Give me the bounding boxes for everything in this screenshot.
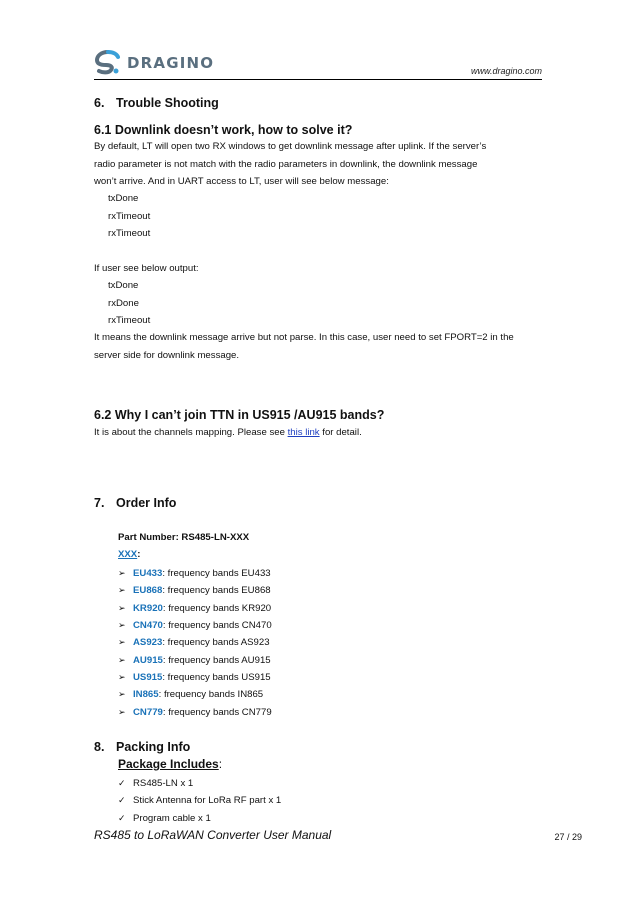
message-line: rxTimeout bbox=[108, 228, 151, 239]
paragraph-line: server side for downlink message. bbox=[94, 349, 240, 361]
section-6-2-text bbox=[94, 424, 362, 442]
message-line: rxTimeout bbox=[108, 210, 151, 222]
package-item: Stick Antenna for LoRa RF part x 1 bbox=[133, 795, 282, 807]
section-6-2-title: 6.2 Why I can’t join TTN in US915 /AU915 bands? bbox=[94, 408, 385, 422]
band-desc: : frequency bands IN865 bbox=[158, 689, 264, 701]
xxx-colon: : bbox=[137, 549, 141, 560]
band-code: KR920 bbox=[133, 602, 163, 614]
package-colon: : bbox=[218, 757, 223, 771]
footer-title: RS485 to LoRaWAN Converter User Manual bbox=[94, 828, 332, 842]
package-item: RS485-LN x 1 bbox=[133, 778, 194, 790]
band-code: EU868 bbox=[133, 585, 163, 597]
section-8-title: Packing Info bbox=[116, 740, 191, 754]
arrow-bullet-icon: ➢ bbox=[118, 637, 126, 648]
text-after-link: for detail. bbox=[319, 427, 362, 438]
section-7-heading bbox=[94, 496, 176, 510]
check-icon: ✓ bbox=[118, 812, 126, 823]
if-output-line: If user see below output: bbox=[94, 263, 199, 274]
band-code: EU433 bbox=[133, 568, 163, 580]
paragraph-line: It means the downlink message arrive but not parse. In this case, user need to set FPORT=2 in the bbox=[94, 332, 514, 343]
logo-text: DRAGINO bbox=[127, 54, 215, 72]
band-desc: : frequency bands CN470 bbox=[162, 620, 272, 632]
band-desc: : frequency bands CN779 bbox=[162, 706, 272, 718]
band-code: CN779 bbox=[133, 706, 163, 718]
section-6-1-paragraph bbox=[94, 138, 486, 191]
section-7-title: Order Info bbox=[116, 496, 177, 510]
band-code: AS923 bbox=[133, 637, 163, 649]
explain-paragraph bbox=[94, 329, 514, 364]
band-desc: : frequency bands EU433 bbox=[162, 568, 271, 580]
list-item bbox=[118, 810, 281, 827]
message-list-2 bbox=[108, 277, 150, 330]
section-6-number: 6. bbox=[94, 96, 105, 110]
message-list-1 bbox=[108, 190, 150, 243]
list-item bbox=[118, 600, 272, 617]
section-6-1-title: 6.1 Downlink doesn’t work, how to solve it? bbox=[94, 123, 353, 137]
paragraph-line: By default, LT will open two RX windows to get downlink message after uplink. If the server’s bbox=[94, 141, 487, 152]
page-number: 27 / 29 bbox=[554, 832, 582, 842]
section-6-heading bbox=[94, 96, 219, 110]
arrow-bullet-icon: ➢ bbox=[118, 620, 126, 631]
band-code: US915 bbox=[133, 671, 163, 683]
arrow-bullet-icon: ➢ bbox=[118, 671, 126, 682]
message-line: txDone bbox=[108, 193, 139, 204]
list-item bbox=[118, 775, 281, 792]
paragraph-line: radio parameter is not match with the radio parameters in downlink, the downlink message bbox=[94, 158, 478, 170]
band-desc: : frequency bands AS923 bbox=[162, 637, 270, 649]
band-code: AU915 bbox=[133, 654, 163, 666]
header-divider bbox=[94, 79, 542, 80]
package-list bbox=[118, 775, 281, 827]
arrow-bullet-icon: ➢ bbox=[118, 689, 126, 700]
list-item bbox=[118, 669, 272, 686]
frequency-band-list bbox=[118, 565, 272, 721]
part-number: Part Number: RS485-LN-XXX bbox=[118, 532, 250, 543]
list-item bbox=[118, 617, 272, 634]
list-item bbox=[118, 792, 281, 809]
dragino-logo-icon bbox=[94, 50, 122, 76]
xxx-label: XXX bbox=[118, 549, 138, 560]
section-8-number: 8. bbox=[94, 740, 105, 754]
band-desc: : frequency bands EU868 bbox=[162, 585, 271, 597]
check-icon: ✓ bbox=[118, 778, 126, 789]
section-8-heading bbox=[94, 740, 190, 754]
list-item bbox=[118, 703, 272, 720]
package-label: Package Includes bbox=[118, 757, 219, 771]
paragraph-line: won’t arrive. And in UART access to LT, user will see below message: bbox=[94, 176, 389, 187]
band-code: CN470 bbox=[133, 620, 163, 632]
list-item bbox=[118, 565, 272, 582]
list-item bbox=[118, 686, 272, 703]
band-desc: : frequency bands AU915 bbox=[162, 654, 271, 666]
list-item bbox=[118, 651, 272, 668]
list-item bbox=[118, 582, 272, 599]
this-link[interactable]: this link bbox=[287, 427, 320, 438]
xxx-label-row bbox=[118, 546, 140, 564]
arrow-bullet-icon: ➢ bbox=[118, 568, 126, 579]
arrow-bullet-icon: ➢ bbox=[118, 585, 126, 596]
text-before-link: It is about the channels mapping. Please see bbox=[94, 427, 288, 438]
arrow-bullet-icon: ➢ bbox=[118, 706, 126, 717]
band-desc: : frequency bands US915 bbox=[162, 671, 271, 683]
message-line: txDone bbox=[108, 280, 139, 291]
band-code: IN865 bbox=[133, 689, 159, 701]
band-desc: : frequency bands KR920 bbox=[162, 602, 272, 614]
section-6-title: Trouble Shooting bbox=[116, 96, 219, 110]
dragino-logo bbox=[94, 50, 214, 76]
arrow-bullet-icon: ➢ bbox=[118, 602, 126, 613]
message-line: rxDone bbox=[108, 297, 139, 309]
package-includes-label bbox=[118, 757, 222, 771]
message-line: rxTimeout bbox=[108, 315, 151, 326]
list-item bbox=[118, 634, 272, 651]
website-url: www.dragino.com bbox=[470, 66, 542, 76]
arrow-bullet-icon: ➢ bbox=[118, 654, 126, 665]
package-item: Program cable x 1 bbox=[133, 812, 211, 824]
section-7-number: 7. bbox=[94, 496, 105, 510]
check-icon: ✓ bbox=[118, 795, 126, 806]
